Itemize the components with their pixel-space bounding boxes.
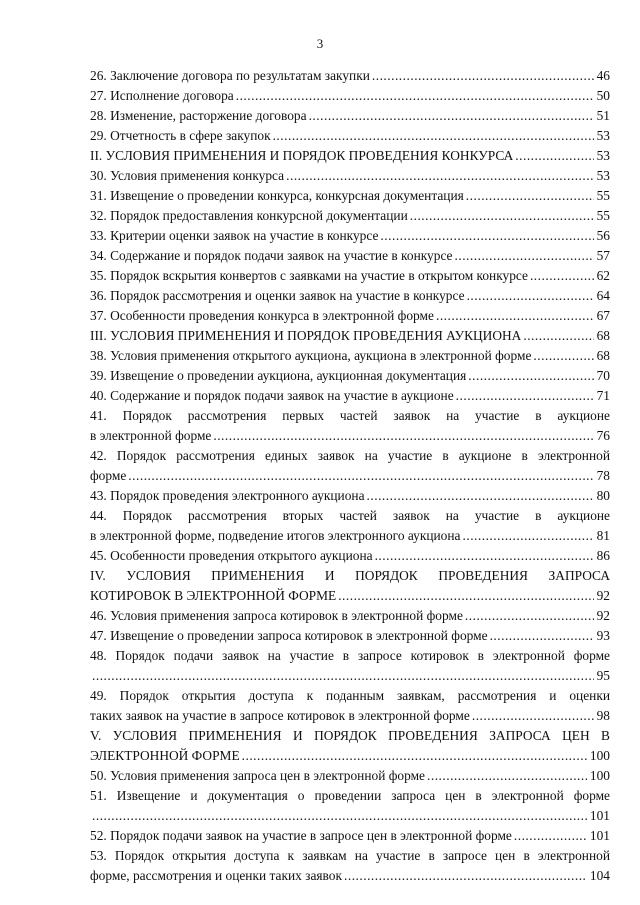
dot-leader (512, 830, 587, 846)
dot-leader (378, 230, 593, 246)
toc-entry-title: 28. Изменение, расторжение договора (90, 108, 307, 124)
toc-entry (90, 406, 610, 446)
toc-page-number: 76 (596, 428, 610, 444)
dot-leader (434, 310, 594, 326)
toc-page-number: 104 (589, 868, 610, 884)
toc-entry-title: 37. Особенности проведения конкурса в электронной форме (90, 308, 434, 324)
toc-page-number: 93 (596, 628, 610, 644)
page-number: 3 (316, 36, 324, 51)
toc-page-number: 67 (596, 308, 610, 324)
toc-page-number: 62 (596, 268, 610, 284)
toc-page-number: 57 (596, 248, 610, 264)
toc-entry (90, 126, 610, 146)
dot-leader (513, 150, 593, 166)
dot-leader (365, 490, 594, 506)
toc-entry (90, 566, 610, 606)
toc-entry-line: 44. Порядок рассмотрения вторых частей заявок на участие в аукционе (90, 508, 610, 523)
dot-leader (488, 630, 594, 646)
dot-leader (90, 810, 587, 826)
toc-page-number: 81 (596, 528, 610, 544)
toc-entry (90, 86, 610, 106)
toc-page-number: 101 (589, 808, 610, 824)
toc-entry-title: 31. Извещение о проведении конкурса, конкурсная документация (90, 188, 464, 204)
dot-leader (271, 130, 594, 146)
toc-entry-line: IV. УСЛОВИЯ ПРИМЕНЕНИЯ И ПОРЯДОК ПРОВЕДЕНИЯ ЗАПРОСА (90, 568, 610, 583)
dot-leader (336, 590, 593, 606)
toc-page-number: 53 (596, 148, 610, 164)
toc-entry (90, 726, 610, 766)
toc-entry (90, 326, 610, 346)
toc-entry (90, 626, 610, 646)
toc-entry (90, 66, 610, 86)
toc-entry-title: III. УСЛОВИЯ ПРИМЕНЕНИЯ И ПОРЯДОК ПРОВЕДЕНИЯ АУКЦИОНА (90, 328, 522, 344)
toc-entry-title: 32. Порядок предоставления конкурсной документации (90, 208, 408, 224)
toc-entry (90, 226, 610, 246)
toc-entry-title: таких заявок на участие в запросе котировок в электронной форме (90, 708, 470, 724)
toc-entry (90, 306, 610, 326)
toc-entry (90, 286, 610, 306)
toc-entry (90, 106, 610, 126)
dot-leader (463, 610, 594, 626)
toc-entry (90, 606, 610, 626)
toc-page-number: 92 (596, 588, 610, 604)
toc-entry (90, 146, 610, 166)
toc-entry-title: II. УСЛОВИЯ ПРИМЕНЕНИЯ И ПОРЯДОК ПРОВЕДЕНИЯ КОНКУРСА (90, 148, 514, 164)
dot-leader (454, 390, 594, 406)
toc-entry (90, 346, 610, 366)
toc-entry-title: 39. Извещение о проведении аукциона, аукционная документация (90, 368, 467, 384)
toc-entry (90, 846, 610, 886)
toc-page-number: 100 (589, 748, 610, 764)
toc-page-number: 100 (589, 768, 610, 784)
toc-entry-line: 48. Порядок подачи заявок на участие в запросе котировок в электронной форме (90, 648, 610, 663)
toc-page-number: 78 (596, 468, 610, 484)
toc-entry-title: 46. Условия применения запроса котировок в электронной форме (90, 608, 463, 624)
toc-entry (90, 486, 610, 506)
toc-entry-title: 34. Содержание и порядок подачи заявок на участие в конкурсе (90, 248, 453, 264)
toc-entry (90, 186, 610, 206)
toc-entry-title: 50. Условия применения запроса цен в электронной форме (90, 768, 425, 784)
dot-leader (370, 70, 594, 86)
dot-leader (90, 670, 594, 686)
dot-leader (531, 350, 593, 366)
toc-entry (90, 266, 610, 286)
toc-entry-line: 41. Порядок рассмотрения первых частей заявок на участие в аукционе (90, 408, 610, 423)
dot-leader (521, 330, 593, 346)
toc-entry-title: 26. Заключение договора по результатам закупки (90, 68, 370, 84)
toc-entry (90, 366, 610, 386)
toc-entry-title: 38. Условия применения открытого аукциона, аукциона в электронной форме (90, 348, 532, 364)
dot-leader (342, 870, 587, 886)
toc-entry-title: ЭЛЕКТРОННОЙ ФОРМЕ (90, 748, 240, 764)
toc-page-number: 68 (596, 348, 610, 364)
toc-entry (90, 546, 610, 566)
dot-leader (466, 370, 593, 386)
toc-entry (90, 506, 610, 546)
dot-leader (464, 190, 594, 206)
toc-entry (90, 446, 610, 486)
toc-page-number: 86 (596, 548, 610, 564)
toc-entry-title: 35. Порядок вскрытия конвертов с заявками на участие в открытом конкурсе (90, 268, 528, 284)
toc-entry-line: 51. Извещение и документация о проведении запроса цен в электронной форме (90, 788, 610, 803)
toc-page-number: 101 (589, 828, 610, 844)
toc-page-number: 51 (596, 108, 610, 124)
toc-entry-title: 43. Порядок проведения электронного аукциона (90, 488, 365, 504)
dot-leader (465, 290, 594, 306)
toc-entry-line: 53. Порядок открытия доступа к заявкам на участие в запросе цен в электронной (90, 848, 610, 863)
toc-entry-title: 30. Условия применения конкурса (90, 168, 285, 184)
dot-leader (425, 770, 587, 786)
toc-entry (90, 786, 610, 826)
toc-entry-title: 27. Исполнение договора (90, 88, 234, 104)
dot-leader (211, 430, 593, 446)
toc-page-number: 55 (596, 188, 610, 204)
dot-leader (461, 530, 594, 546)
toc-page-number: 53 (596, 128, 610, 144)
toc-page-number: 56 (596, 228, 610, 244)
toc-page-number: 46 (596, 68, 610, 84)
toc-page-number: 95 (596, 668, 610, 684)
dot-leader (307, 110, 594, 126)
toc-page-number: 55 (596, 208, 610, 224)
toc-entry-line: V. УСЛОВИЯ ПРИМЕНЕНИЯ И ПОРЯДОК ПРОВЕДЕНИЯ ЗАПРОСА ЦЕН В (90, 728, 610, 743)
toc-entry (90, 206, 610, 226)
toc-entry-title: 29. Отчетность в сфере закупок (90, 128, 271, 144)
toc-entry-title: 36. Порядок рассмотрения и оценки заявок на участие в конкурсе (90, 288, 465, 304)
toc-entry (90, 766, 610, 786)
toc-entry (90, 166, 610, 186)
table-of-contents (90, 66, 610, 886)
toc-entry-line: 49. Порядок открытия доступа к поданным заявкам, рассмотрения и оценки (90, 688, 610, 703)
toc-entry-title: 47. Извещение о проведении запроса котировок в электронной форме (90, 628, 488, 644)
toc-entry (90, 646, 610, 686)
toc-page-number: 71 (596, 388, 610, 404)
dot-leader (240, 750, 587, 766)
toc-entry-title: 52. Порядок подачи заявок на участие в запросе цен в электронной форме (90, 828, 512, 844)
dot-leader (234, 90, 594, 106)
toc-entry (90, 246, 610, 266)
dot-leader (126, 470, 593, 486)
dot-leader (470, 710, 594, 726)
toc-page-number: 68 (596, 328, 610, 344)
dot-leader (453, 250, 594, 266)
toc-entry-title: форме (90, 468, 127, 484)
toc-page-number: 80 (596, 488, 610, 504)
toc-entry-title: 45. Особенности проведения открытого аукциона (90, 548, 373, 564)
toc-page-number: 64 (596, 288, 610, 304)
toc-entry-line: 42. Порядок рассмотрения единых заявок на участие в аукционе в электронной (90, 448, 610, 463)
toc-page-number: 98 (596, 708, 610, 724)
toc-entry-title: 33. Критерии оценки заявок на участие в конкурсе (90, 228, 379, 244)
toc-entry-title: КОТИРОВОК В ЭЛЕКТРОННОЙ ФОРМЕ (90, 588, 337, 604)
toc-entry (90, 386, 610, 406)
dot-leader (373, 550, 594, 566)
toc-page-number: 92 (596, 608, 610, 624)
toc-entry (90, 686, 610, 726)
toc-page-number: 53 (596, 168, 610, 184)
dot-leader (528, 270, 594, 286)
toc-entry (90, 826, 610, 846)
toc-page-number: 50 (596, 88, 610, 104)
toc-entry-title: форме, рассмотрения и оценки таких заявок (90, 868, 342, 884)
dot-leader (408, 210, 594, 226)
toc-entry-title: в электронной форме (90, 428, 212, 444)
toc-entry-title: 40. Содержание и порядок подачи заявок на участие в аукционе (90, 388, 454, 404)
toc-entry-title: в электронной форме, подведение итогов электронного аукциона (90, 528, 461, 544)
dot-leader (284, 170, 593, 186)
toc-page-number: 70 (596, 368, 610, 384)
